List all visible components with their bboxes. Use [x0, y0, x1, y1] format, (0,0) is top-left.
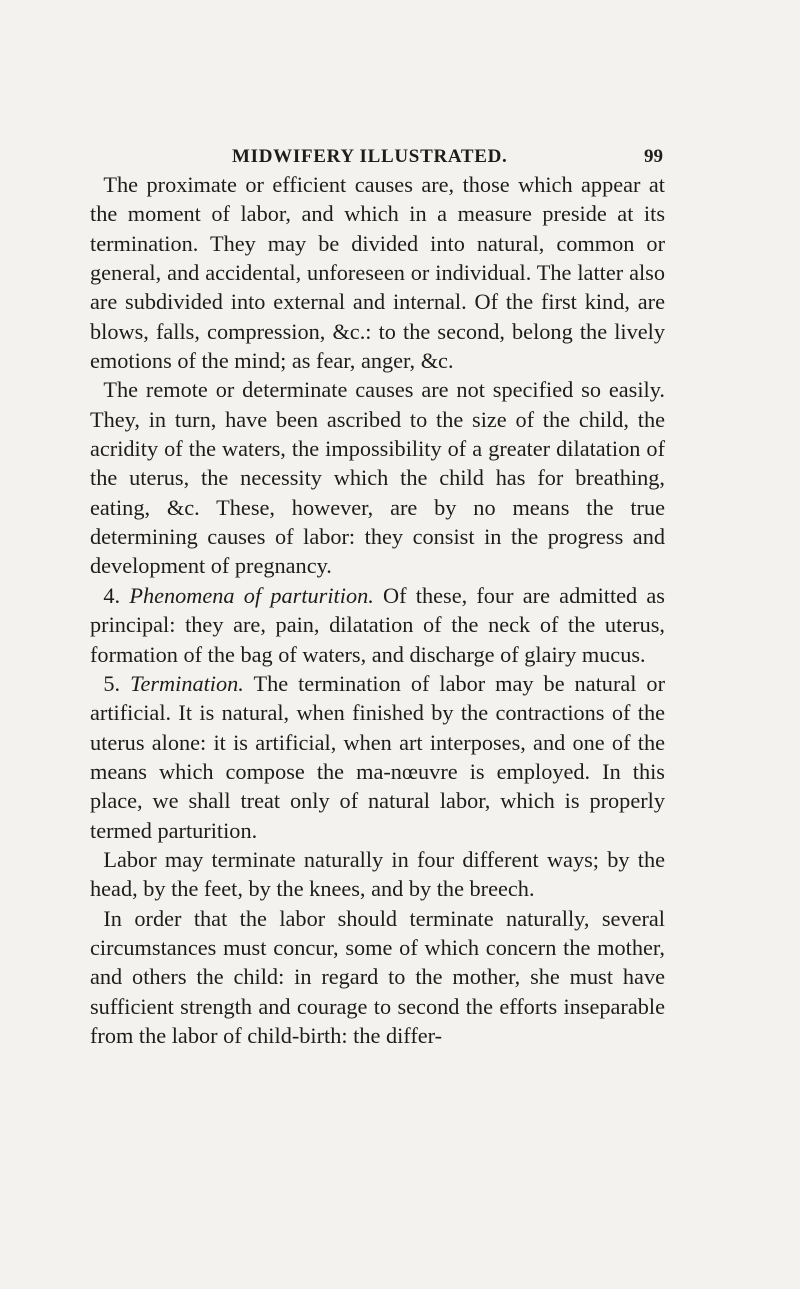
paragraph-remote-causes — [90, 375, 665, 580]
paragraph-termination — [90, 669, 665, 845]
paragraph-phenomena — [90, 581, 665, 669]
section-heading: Phenomena of parturition. — [129, 582, 374, 608]
paragraph-circumstances — [90, 904, 665, 1051]
paragraph-text: Of these, four are admitted as principal: they are, pain, dilatation of the neck of the uterus, formation of the bag of waters, and discharge of glairy mucus. — [90, 582, 665, 667]
body-text — [90, 170, 665, 1050]
paragraph-four-ways — [90, 845, 665, 904]
paragraph-text: The remote or determinate causes are not specified so easily. They, in turn, have been ascribed to the size of the child, the acridity of the waters, the impossibility of a greater dilatation of the uterus, the necessity which the child has for breathing, eating, &c. These, however, are by no means the true determining causes of labor: they consist in the progress and development of pregnancy. — [90, 377, 665, 579]
page-header — [232, 146, 663, 170]
section-heading: Termination. — [130, 670, 244, 696]
running-head: MIDWIFERY ILLUSTRATED. — [232, 146, 508, 167]
section-number: 4. — [103, 582, 121, 608]
paragraph-proximate-causes — [90, 170, 665, 375]
section-number: 5. — [103, 670, 121, 696]
paragraph-text: Labor may terminate naturally in four different ways; by the head, by the feet, by the knees, and by the breech. — [90, 846, 665, 902]
page-number: 99 — [644, 146, 663, 167]
paragraph-text: In order that the labor should terminate naturally, several circumstances must concur, some of which concern the mother, and others the child: in regard to the mother, she must have sufficient strength and courage to second the efforts inseparable from the labor of child-birth: the differ- — [90, 905, 665, 1048]
paragraph-text: The termination of labor may be natural or artificial. It is natural, when finished by the contractions of the uterus alone: it is artificial, when art interposes, and one of the means which compose the ma-nœuvre is employed. In this place, we shall treat only of natural labor, which is properly termed parturition. — [90, 670, 666, 843]
paragraph-text: The proximate or efficient causes are, those which appear at the moment of labor, and which in a measure preside at its termination. They may be divided into natural, common or general, and accidental, unforeseen or individual. The latter also are subdivided into external and internal. Of the first kind, are blows, falls, compression, &c.: to the second, belong the lively emotions of the mind; as fear, anger, &c. — [90, 172, 665, 374]
